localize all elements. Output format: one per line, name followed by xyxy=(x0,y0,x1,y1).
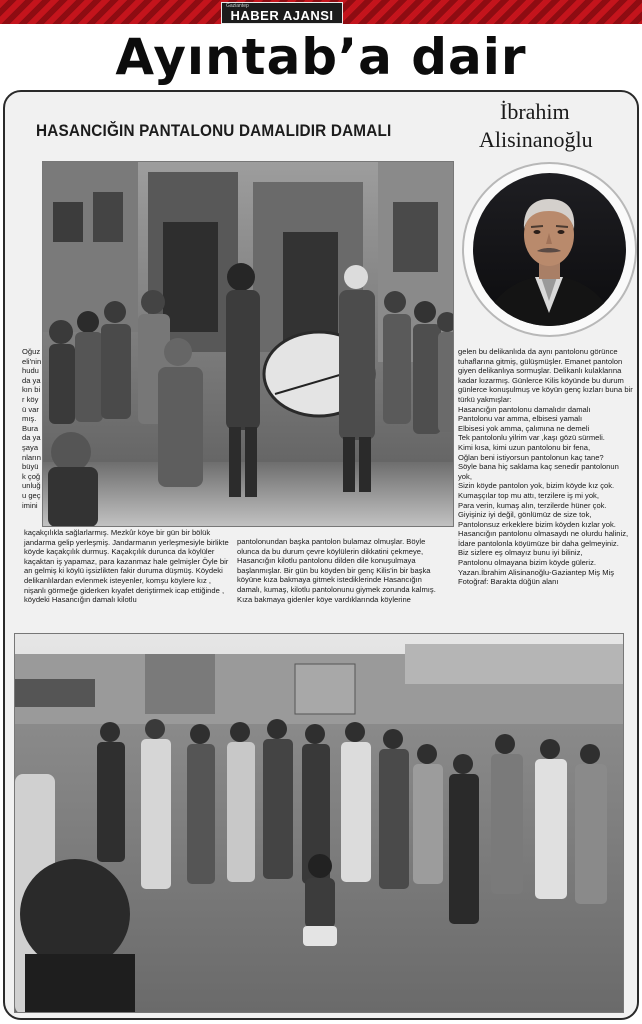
wedding-field-photo xyxy=(14,633,624,1013)
poem-line: Biz sizlere eş olmayız bunu iyi biliniz, xyxy=(458,548,583,558)
author-first-name: İbrahim xyxy=(500,99,570,124)
poem-line: Hasancığın pantolonu olmasaydı ne olurdu haliniz, xyxy=(458,529,629,539)
article-narrow-column: Oğuzeli'nin hududa yakın bir köyü varmış. Burada yaşayanların büyük çoğunluğu geçimini xyxy=(22,347,42,510)
article-paragraph: gelen bu delikanlıda da aynı pantolonu görünce tuhaflarına gitmiş, gülüşmüşler. Emanet pantolon giyen delikanlıya sormuşlar. Delikanlı kulaklarına kadar kızarmış. Günlerce Kilis köyünde bu durum günlerce konuşulmuş ve köyün genç kızları buna bir türkü yakmışlar: xyxy=(458,347,633,404)
davul-street-photo xyxy=(42,161,454,527)
byline: Yazan.İbrahim Alisinanoğlu-Gaziantep Miş Miş xyxy=(458,567,615,577)
poem-line: Kimi kısa, kimi uzun pantolonu bir fena, xyxy=(458,442,591,452)
section-title: Ayıntab’a dair xyxy=(115,28,527,86)
agency-badge xyxy=(221,2,343,24)
poem-line: Giyişiniz iyi değil, gönlümüz de size tok, xyxy=(458,510,592,520)
poem-line: Oğlan beni istiyorsun pantolonun kaç tane? xyxy=(458,452,604,462)
photo-caption: Fotoğraf: Barakta düğün alanı xyxy=(458,577,559,587)
author-last-name: Alisinanoğlu xyxy=(479,127,593,152)
poem-line: Hasancığın pantolonu damalıdır damalı xyxy=(458,404,591,414)
poem-line: Söyle bana hiç saklama kaç senedir pantolonun yok, xyxy=(458,462,619,481)
poem-line: Elbisesi yok amma, çalımına ne demeli xyxy=(458,423,590,433)
article-middle-column: pantolonundan başka pantolon bulamaz olmuşlar. Böyle olunca da bu durum çevre köylülerin dikkatini çekmeye, Hasancığın kilotlu pantolonu dilden dile konuşulmaya başlanmışlar. Bir gün bu köyden bir genç Kilis'in bir başka köyüne kıza bakmaya gitmek istediklerinde Hasancığın damalı, kumaş, kilotlu pantolonunu giymek zorunda kalmış. Kıza bakmaya gidenler köye vardıklarında köylerine xyxy=(237,537,436,604)
author-portrait xyxy=(473,173,626,326)
poem-line: Pantolonu olmayana bizim köyde güleriz. xyxy=(458,558,597,568)
poem-line: İdare pantolonla köyümüze bir daha gelmeyiniz. xyxy=(458,538,619,548)
poem-line: Pantolonu var amma, elbisesi yamalı xyxy=(458,414,583,424)
poem-line: Sizin köyde pantolon yok, bizim köyde kız çok. xyxy=(458,481,615,491)
article-left-column: kaçakçılıkla sağlarlarmış. Mezkûr köye bir gün bir bölük jandarma gelip yerleşmiş. Jandarmanın yerleşmesiyle birlikte köyde kaçakçılık durmuş. Kaçakçılık durunca da köylüler kaçaktan iş yapamaz, para kazanmaz hale gelmişler Öyle bir an gelmiş ki köylü işsizlikten fakir duruma düşmüş. Köydeki delikanlılardan evlenmek isteyenler, komşu köylere kız , nişanlı görmeğe giderken kıyafet deriştirmek icap ettiğinde , köydeki Hasancığın damalı kilotlu xyxy=(24,528,229,605)
agency-name: HABER AJANSI xyxy=(230,8,334,23)
agency-small-label: Gaziantep xyxy=(226,3,249,9)
article-right-column xyxy=(458,347,633,587)
article-headline: HASANCIĞIN PANTALONU DAMALIDIR DAMALI xyxy=(36,121,392,140)
poem-line: Pantolonsuz erkeklere bizim köyden kızlar yok. xyxy=(458,519,616,529)
poem-line: Tek pantolonlu yilrim var ,kaşı gözü sürmeli. xyxy=(458,433,605,443)
poem-line: Kumaşçılar top mu attı, terzilere iş mi yok, xyxy=(458,490,599,500)
poem-line: Para verin, kumaş alın, terzilerde hüner çok. xyxy=(458,500,607,510)
